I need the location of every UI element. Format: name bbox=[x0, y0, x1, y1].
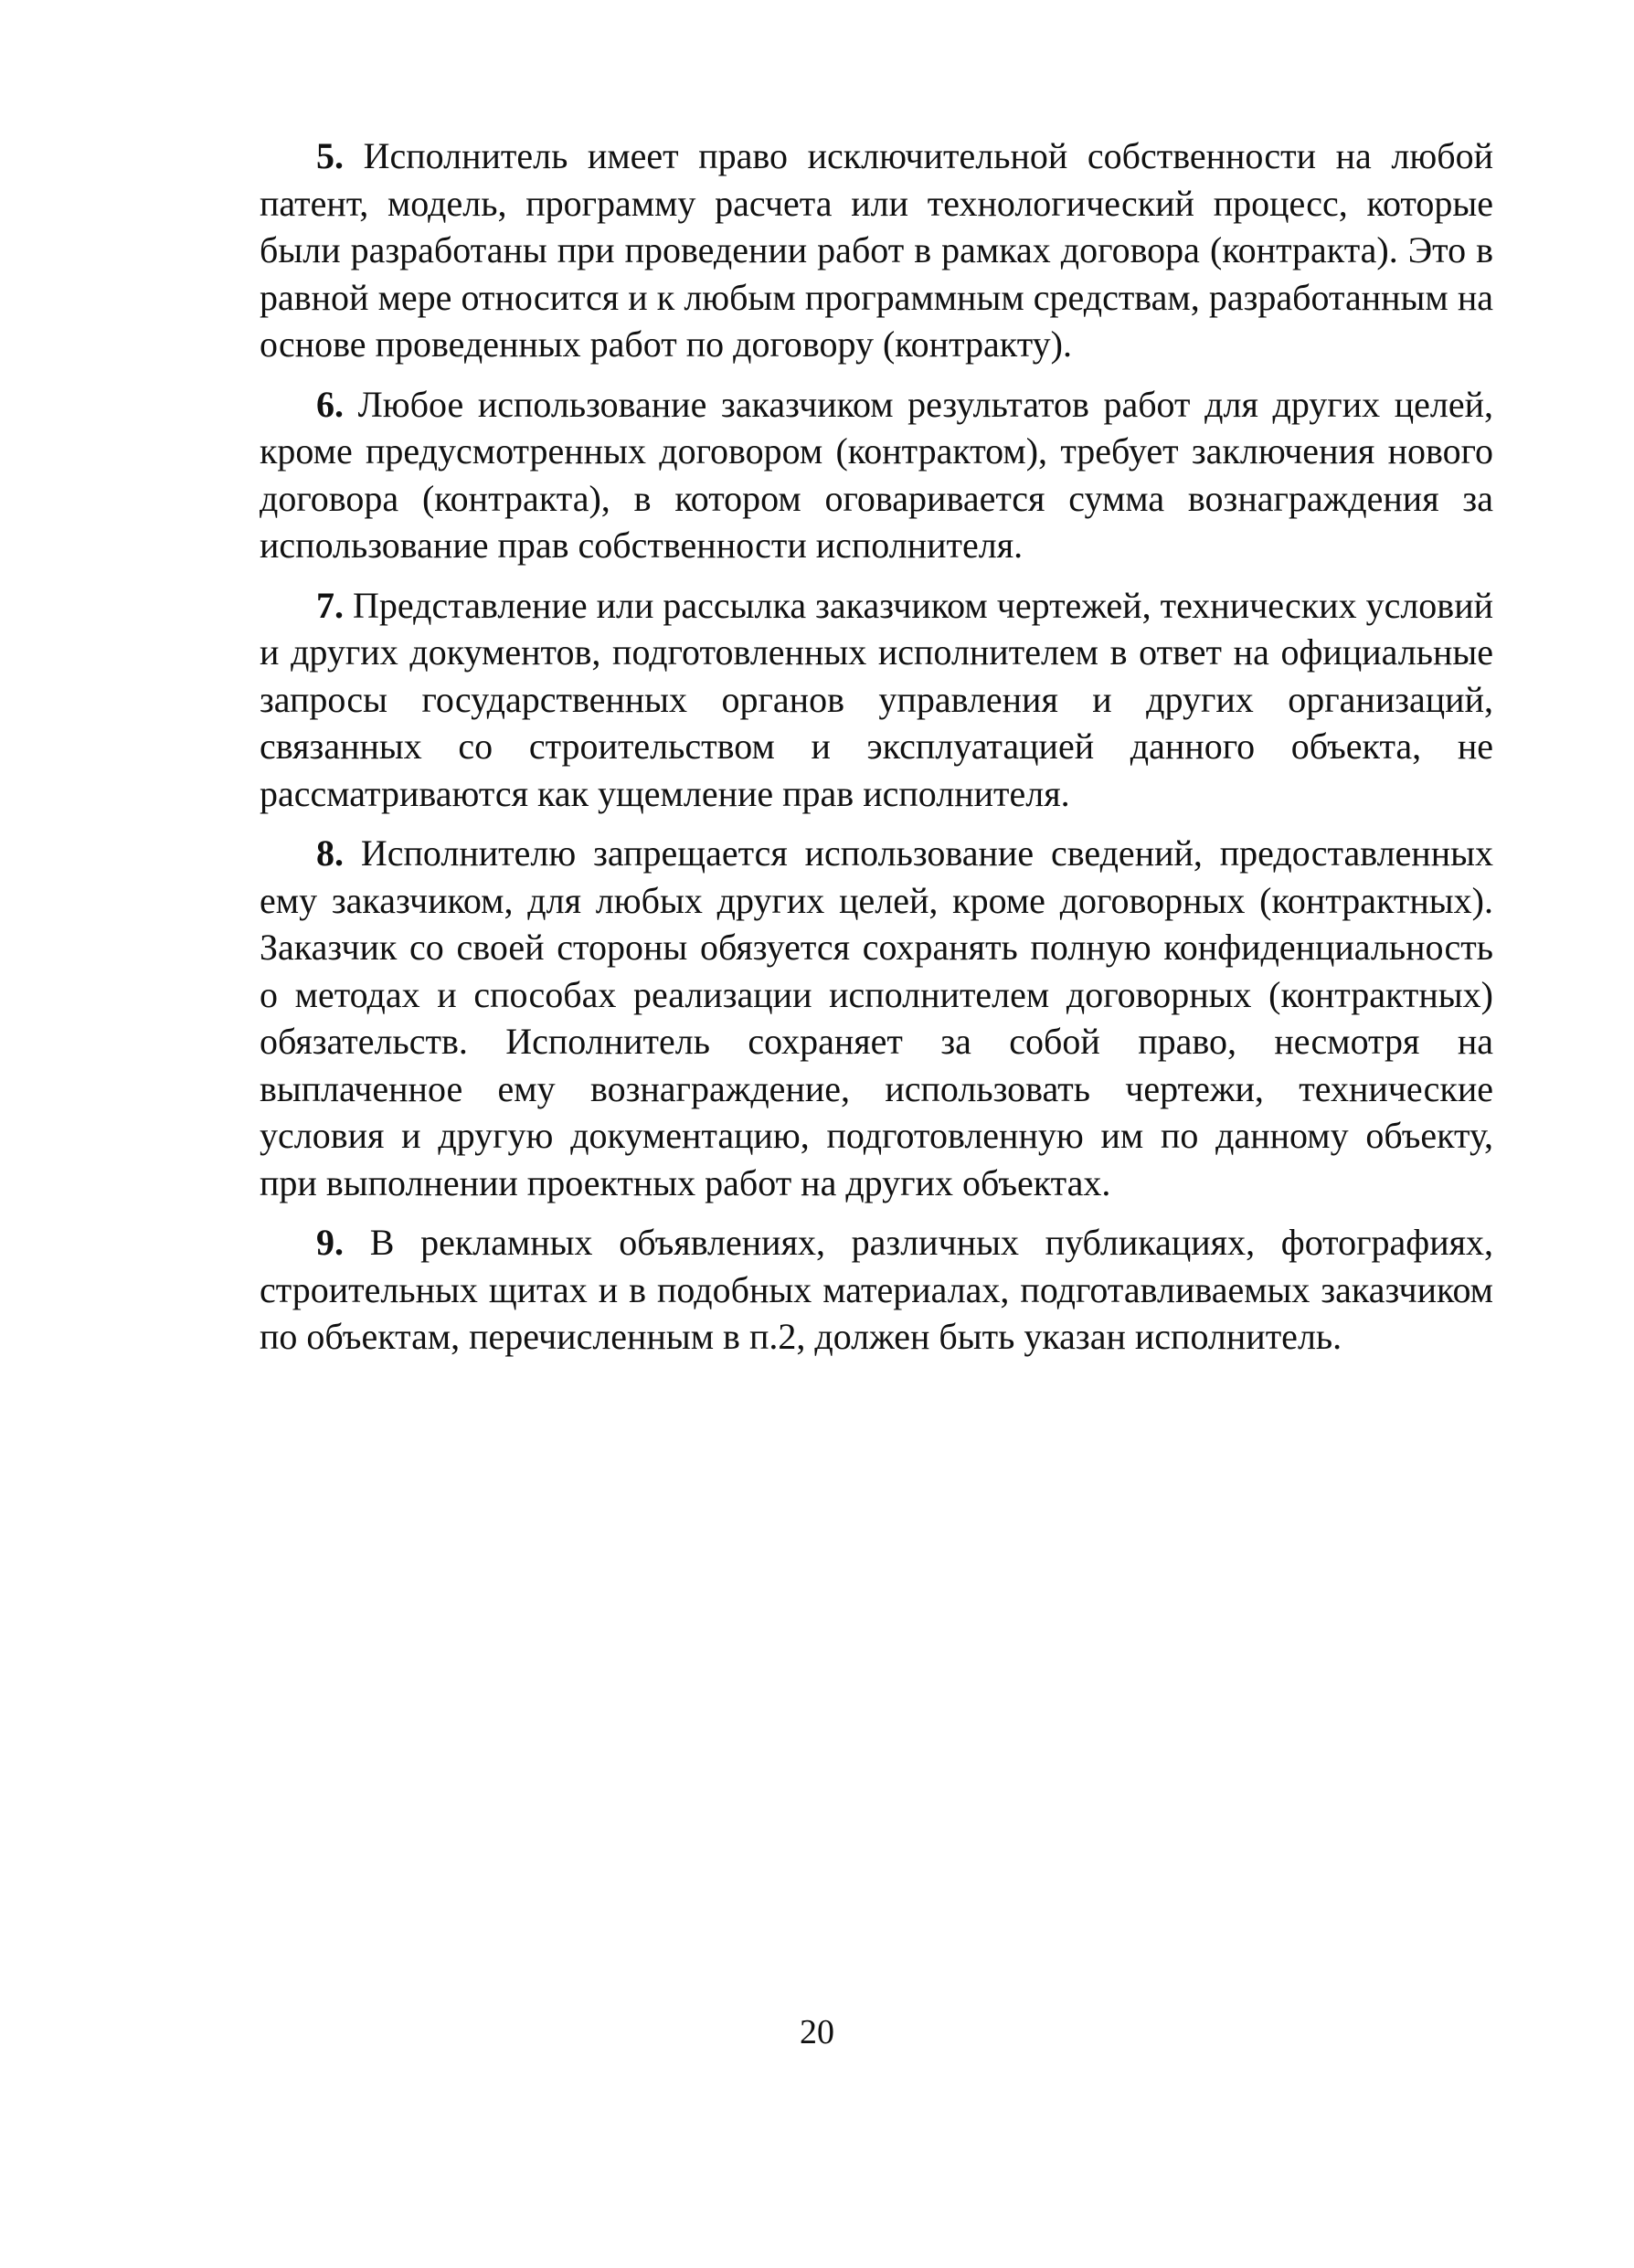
clause-number: 8. bbox=[316, 832, 344, 874]
clause-6 bbox=[260, 381, 1493, 569]
clause-text: Исполнителю запрещается использование сведений, предоставленных ему заказчиком, для любых других целей, кроме договорных (контрактных). Заказчик со своей стороны обязуется сохранять полную конфиденциальность о методах и способах реализации исполнителем договорных (контрактных) обязательств. Исполнитель сохраняет за собой право, несмотря на выплаченное ему вознаграждение, использовать чертежи, технические условия и другую документацию, подготовленную им по данному объекту, при выполнении проектных работ на других объектах. bbox=[260, 832, 1493, 1203]
clause-text: В рекламных объявлениях, различных публикациях, фотографиях, строительных щитах и в подобных материалах, подготавливаемых заказчиком по объектам, перечисленным в п.2, должен быть указан исполнитель. bbox=[260, 1222, 1493, 1357]
clause-number: 7. bbox=[316, 584, 344, 626]
clause-5 bbox=[260, 132, 1493, 368]
clause-number: 5. bbox=[316, 135, 344, 176]
clause-8 bbox=[260, 830, 1493, 1206]
clause-7 bbox=[260, 582, 1493, 818]
clause-text: Любое использование заказчиком результатов работ для других целей, кроме предусмотренных договором (контрактом), требует заключения нового договора (контракта), в котором оговаривается сумма вознаграждения за использование прав собственности исполнителя. bbox=[260, 383, 1493, 566]
clause-number: 9. bbox=[316, 1222, 344, 1263]
page-number: 20 bbox=[800, 2013, 834, 2051]
clause-number: 6. bbox=[316, 383, 344, 425]
clause-text: Исполнитель имеет право исключительной собственности на любой патент, модель, программу расчета или технологический процесс, которые были разработаны при проведении работ в рамках договора (контракта). Это в равной мере относится и к любым программным средствам, разработанным на основе проведенных работ по договору (контракту). bbox=[260, 135, 1493, 365]
clause-9 bbox=[260, 1219, 1493, 1361]
page-body bbox=[260, 132, 1493, 1373]
clause-text: Представление или рассылка заказчиком чертежей, технических условий и других документов, подготовленных исполнителем в ответ на официальные запросы государственных органов управления и других организаций, связанных со строительством и эксплуатацией данного объекта, не рассматриваются как ущемление прав исполнителя. bbox=[260, 584, 1493, 814]
